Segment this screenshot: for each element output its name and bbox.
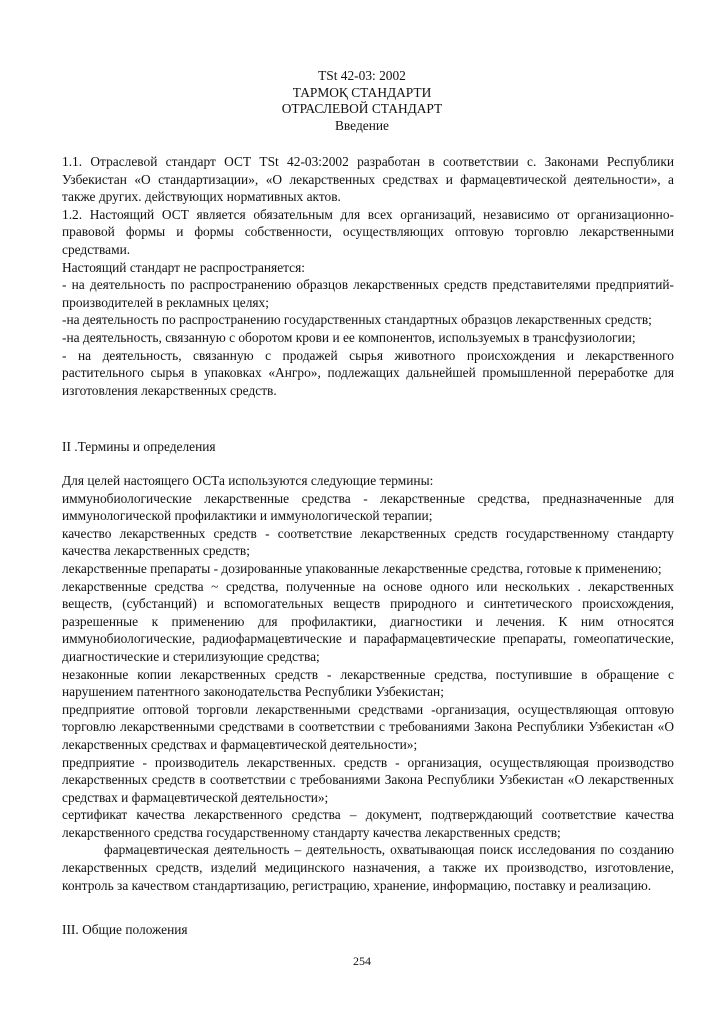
terms-intro: Для целей настоящего ОСТа используются следующие термины: [62,473,434,488]
introduction-body [62,153,674,399]
term-definition: лекарственные препараты - дозированные упакованные лекарственные средства, готовые к применению; [62,560,662,576]
section-2-body [62,472,674,894]
intro-exclusion-item: -на деятельность, связанную с оборотом крови и ее компонентов, используемых в трансфузиологии; [62,329,636,345]
section-3-heading: III. Общие положения [62,922,188,937]
term-definition: незаконные копии лекарственных средств - лекарственные средства, поступившие в обращение с нарушением патентного законодательства Республики Узбекистан; [62,666,674,700]
term-definition: сертификат качества лекарственного средства – документ, подтверждающий соответствие качества лекарственного средства государственному стандарту качества лекарственных средств; [62,807,674,840]
section-introduction-title: Введение [335,117,389,133]
section-2-heading: II .Термины и определения [62,439,216,454]
term-definition: предприятие оптовой торговли лекарственными средствами -организация, осуществляющая оптовую торговлю лекарственными средствами в соответствии с требованиями Закона Республики Узбекистан «О лекарственных средствах и фармацевтической деятельности»; [62,701,674,752]
intro-paragraph-1-2: 1.2. Настоящий ОСТ является обязательным для всех организаций, независимо от организационно-правовой формы и формы собственности, осуществляющих оптовую торговлю лекарственными средствами. [62,206,674,257]
term-definition: лекарственные средства ~ средства, полученные на основе одного или нескольких . лекарственных веществ, (субстанций) и вспомогательных веществ природного и синтетического происхождения, разрешенные к применению для профилактики, диагностики и лечения. К ним относятся иммунобиологические, радиофармацевтические и парафармацевтические препараты, гомеопатические, диагностические и стерилизующие средства; [62,578,674,664]
title-russian: ОТРАСЛЕВОЙ СТАНДАРТ [281,101,443,117]
intro-paragraph-1-1: 1.1. Отраслевой стандарт ОСТ TSt 42-03:2002 разработан в соответствии с. Законами Республики Узбекистан «О стандартизации», «О лекарственных средствах и фармацевтической деятельности», а также других. действующих нормативных актов. [62,154,674,205]
term-definition: фармацевтическая деятельность – деятельность, охватывающая поиск исследования по созданию лекарственных средств, изделий медицинского назначения, а также их производство, изготовление, контроль за качеством стандартизацию, регистрацию, хранение, информацию, поставку и реализацию. [62,842,674,893]
title-uzbek: ТАРМОҚ СТАНДАРТИ [292,84,432,100]
page-number: 254 [353,954,371,968]
term-definition: иммунобиологические лекарственные средства - лекарственные средства, предназначенные для иммунологической профилактики и иммунологической терапии; [62,490,674,524]
intro-paragraph-exclusions: Настоящий стандарт не распространяется: [62,259,305,275]
intro-exclusion-item: - на деятельность, связанную с продажей сырья животного происхождения и лекарственного растительного сырья в упаковках «Ангро», подлежащих дальнейшей промышленной переработке для изготовления лекарственных средств. [62,347,674,398]
term-definition: качество лекарственных средств - соответствие лекарственных средств государственному стандарту качества лекарственных средств; [62,525,674,559]
intro-exclusion-item: - на деятельность по распространению образцов лекарственных средств представителями предприятий-производителей в рекламных целях; [62,277,674,310]
document-header [0,68,724,134]
intro-exclusion-item: -на деятельность по распространению государственных стандартных образцов лекарственных средств; [62,312,652,328]
standard-code: TSt 42-03: 2002 [318,68,406,83]
term-definition: предприятие - производитель лекарственных. средств - организация, осуществляющая производство лекарственных средств в соответствии с требованиями Закона Республики Узбекистан «О лекарственных средствах и фармацевтической деятельности»; [62,754,674,805]
